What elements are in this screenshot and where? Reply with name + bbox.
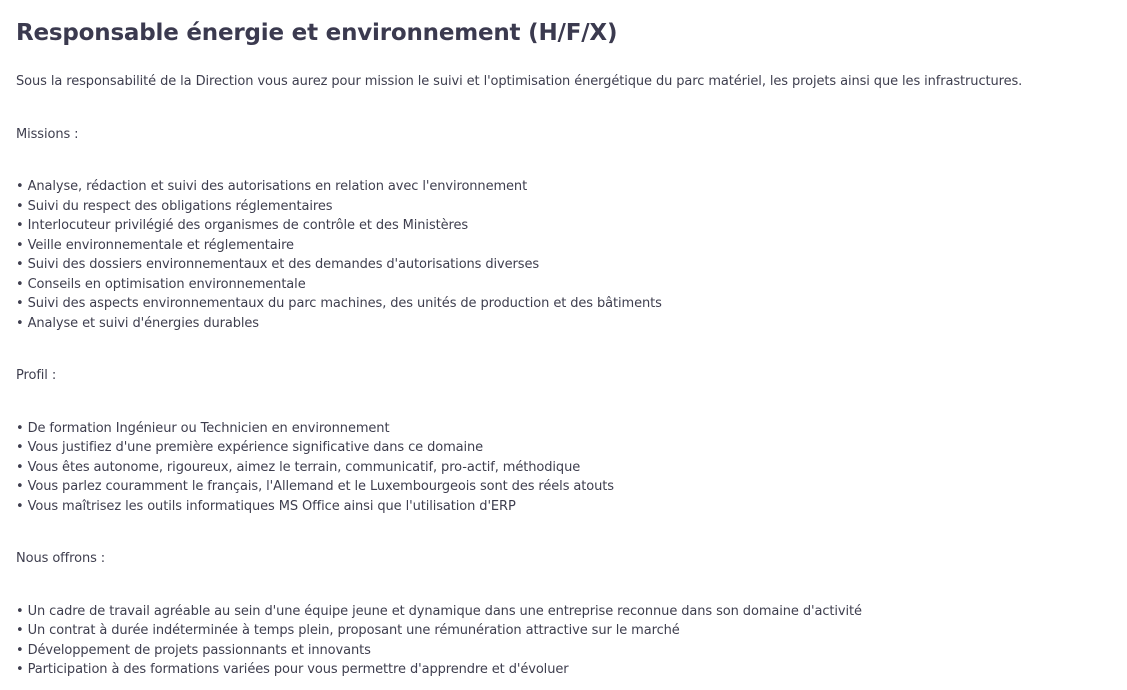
- bullet-icon: •: [16, 440, 24, 455]
- list-item: • Participation à des formations variées pour vous permettre d'apprendre et d'évoluer: [16, 662, 569, 677]
- list-item: • Un contrat à durée indéterminée à temps plein, proposant une rémunération attractive sur le marché: [16, 623, 680, 638]
- bullet-icon: •: [16, 218, 24, 233]
- profile-section: [16, 366, 1111, 516]
- list-item: • Analyse, rédaction et suivi des autorisations en relation avec l'environnement: [16, 179, 528, 194]
- missions-section: [16, 125, 1111, 334]
- bullet-icon: •: [16, 479, 24, 494]
- bullet-icon: •: [16, 237, 24, 253]
- list-item: • Un cadre de travail agréable au sein d'une équipe jeune et dynamique dans une entreprise reconnue dans son domaine d'activité: [16, 603, 862, 619]
- section-heading-missions: Missions :: [16, 126, 79, 142]
- bullet-icon: •: [16, 276, 24, 292]
- offer-list: [16, 602, 1111, 680]
- bullet-icon: •: [16, 623, 24, 638]
- list-item: • Suivi des dossiers environnementaux et des demandes d'autorisations diverses: [16, 257, 540, 272]
- bullet-icon: •: [16, 642, 24, 658]
- list-item: • Suivi du respect des obligations réglementaires: [16, 198, 333, 214]
- bullet-icon: •: [16, 420, 24, 436]
- list-item: • Interlocuteur privilégié des organismes de contrôle et des Ministères: [16, 218, 469, 233]
- list-item: • De formation Ingénieur ou Technicien en environnement: [16, 420, 390, 436]
- list-item: • Conseils en optimisation environnementale: [16, 276, 306, 292]
- list-item: • Vous êtes autonome, rigoureux, aimez le terrain, communicatif, pro-actif, méthodique: [16, 459, 581, 475]
- list-item: • Vous parlez couramment le français, l'Allemand et le Luxembourgeois sont des réels atouts: [16, 479, 614, 494]
- offer-section: [16, 549, 1111, 680]
- page-title: Responsable énergie et environnement (H/F/X): [16, 20, 618, 46]
- list-item: • Vous justifiez d'une première expérience significative dans ce domaine: [16, 440, 484, 455]
- missions-list: [16, 177, 1111, 333]
- list-item: • Veille environnementale et réglementaire: [16, 237, 294, 253]
- bullet-icon: •: [16, 498, 24, 514]
- job-description: [16, 0, 1111, 680]
- bullet-icon: •: [16, 198, 24, 214]
- list-item: • Vous maîtrisez les outils informatiques MS Office ainsi que l'utilisation d'ERP: [16, 498, 516, 514]
- bullet-icon: •: [16, 603, 24, 619]
- list-item: • Analyse et suivi d'énergies durables: [16, 315, 259, 331]
- profile-list: [16, 419, 1111, 517]
- bullet-icon: •: [16, 257, 24, 272]
- section-heading-profile: Profil :: [16, 368, 57, 383]
- list-item: • Développement de projets passionnants et innovants: [16, 642, 371, 658]
- bullet-icon: •: [16, 662, 24, 677]
- list-item: • Suivi des aspects environnementaux du parc machines, des unités de production et des bâtiments: [16, 296, 662, 311]
- bullet-icon: •: [16, 179, 24, 194]
- bullet-icon: •: [16, 296, 24, 311]
- job-intro: Sous la responsabilité de la Direction vous aurez pour mission le suivi et l'optimisation énergétique du parc matériel, les projets ainsi que les infrastructures.: [16, 74, 1023, 89]
- bullet-icon: •: [16, 459, 24, 475]
- bullet-icon: •: [16, 315, 24, 331]
- section-heading-offer: Nous offrons :: [16, 551, 106, 566]
